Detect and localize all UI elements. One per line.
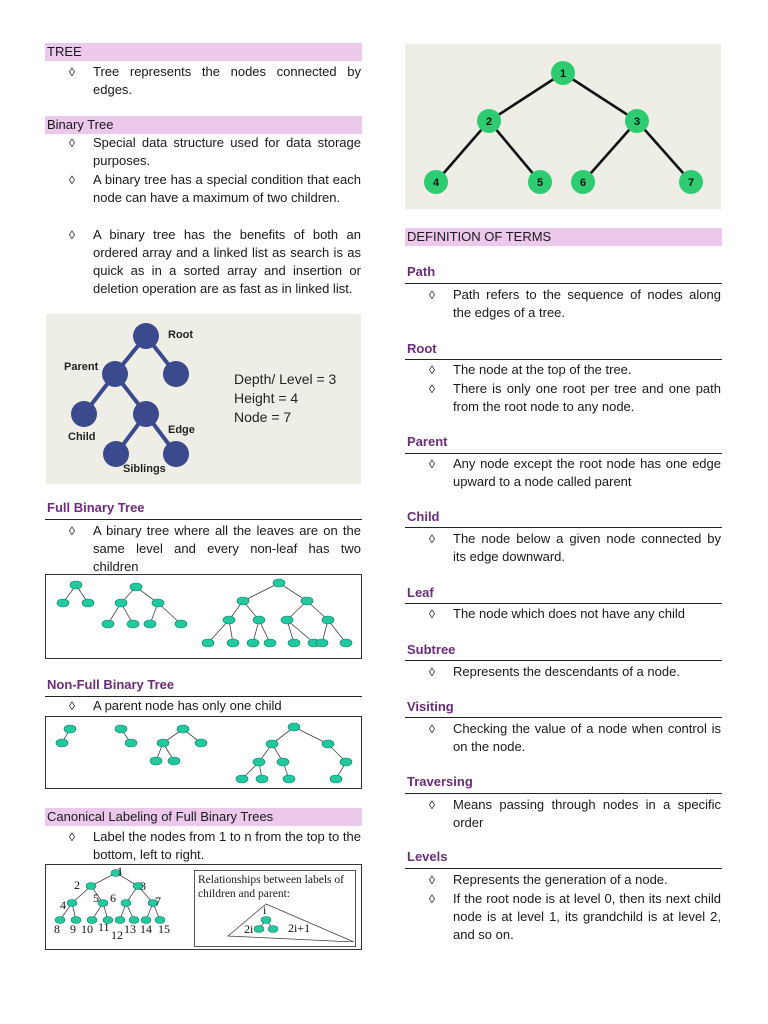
bullet-diamond-icon: ◊: [429, 892, 435, 906]
full-binary-tree-rule: [45, 519, 362, 520]
bullet-diamond-icon: ◊: [429, 457, 435, 471]
term-visiting-rule: [405, 717, 722, 718]
node-label: 5: [93, 891, 99, 905]
tree-node: [253, 758, 265, 766]
rel-label-2i-plus-1: 2i+1: [288, 921, 311, 935]
relationship-diagram: [226, 902, 356, 942]
tree-node: [64, 725, 76, 733]
node-label: 6: [579, 177, 587, 189]
term-levels-bullet-1: ◊ Represents the generation of a node.: [429, 872, 668, 887]
canonical-labeling-heading: Canonical Labeling of Full Binary Trees: [45, 808, 362, 826]
definitions-heading: DEFINITION OF TERMS: [405, 228, 722, 246]
bullet-diamond-icon: ◊: [69, 830, 75, 844]
bullet-diamond-icon: ◊: [429, 288, 435, 302]
term-traversing: Traversing: [407, 774, 473, 789]
term-leaf-rule: [405, 603, 722, 604]
node-label: 14: [140, 922, 152, 936]
rel-label-i: i: [263, 903, 267, 917]
bullet-diamond-icon: ◊: [69, 136, 75, 150]
term-root: Root: [407, 341, 437, 356]
bullet-diamond-icon: ◊: [429, 363, 435, 377]
numbered-tree-figure: [405, 44, 721, 209]
node-label: 6: [110, 891, 116, 905]
bullet-diamond-icon: ◊: [429, 532, 435, 546]
node-label: 8: [54, 922, 60, 936]
bullet-diamond-icon: ◊: [69, 65, 75, 79]
bullet-diamond-icon: ◊: [69, 228, 75, 242]
tree-node: [133, 323, 159, 349]
tree-node: [330, 775, 342, 783]
bullet-diamond-icon: ◊: [429, 382, 435, 396]
term-parent-bullet-1: ◊ Any node except the root node has one edge upward to a node called parent: [429, 456, 721, 489]
tree-node: [144, 620, 156, 628]
node-label: 1: [117, 865, 123, 878]
node-label: 4: [432, 177, 440, 189]
tree-node: [281, 616, 293, 624]
tree-node: [130, 583, 142, 591]
tree-node: [247, 639, 259, 647]
bullet-diamond-icon: ◊: [69, 699, 75, 713]
term-traversing-bullet-1: ◊ Means passing through nodes in a specific order: [429, 797, 721, 830]
tree-node: [283, 775, 295, 783]
term-path-rule: [405, 283, 722, 284]
binary-tree-heading: Binary Tree: [45, 116, 362, 134]
tree-node: [115, 599, 127, 607]
tree-node: [71, 401, 97, 427]
tree-node: [202, 639, 214, 647]
term-traversing-rule: [405, 793, 722, 794]
tree-node: [121, 900, 131, 907]
tree-node: [236, 775, 248, 783]
full-binary-tree-heading: Full Binary Tree: [47, 500, 145, 515]
term-visiting-bullet-1: ◊ Checking the value of a node when control is on the node.: [429, 721, 721, 754]
tree-node: [266, 740, 278, 748]
node-label: 7: [155, 894, 161, 908]
tree-node: [102, 361, 128, 387]
tree-node: [277, 758, 289, 766]
term-root-bullet-2: ◊ There is only one root per tree and one path from the root node to any node.: [429, 381, 721, 414]
node-label: 4: [60, 898, 66, 912]
term-path-bullet-1: ◊ Path refers to the sequence of nodes along the edges of a tree.: [429, 287, 721, 320]
siblings-label: Siblings: [123, 463, 166, 475]
tree-node: [273, 579, 285, 587]
tree-node: [301, 597, 313, 605]
term-root-rule: [405, 359, 722, 360]
tree-node: [70, 581, 82, 589]
tree-terms-figure: [46, 314, 361, 484]
tree-node: [288, 723, 300, 731]
node-label: 5: [536, 177, 544, 189]
tree-node: [133, 401, 159, 427]
tree-node: [340, 639, 352, 647]
root-label: Root: [168, 329, 194, 341]
term-subtree-bullet-1: ◊ Represents the descendants of a node.: [429, 664, 680, 679]
full-binary-tree-figure: [45, 574, 362, 659]
tree-node: [163, 361, 189, 387]
non-full-binary-tree-heading: Non-Full Binary Tree: [47, 677, 175, 692]
term-child: Child: [407, 509, 440, 524]
child-label: Child: [68, 431, 96, 443]
non-full-binary-tree-figure: [45, 716, 362, 789]
canonical-bullet-1: ◊ Label the nodes from 1 to n from the top to the bottom, left to right.: [69, 829, 361, 862]
term-child-bullet-1: ◊ The node below a given node connected by its edge downward.: [429, 531, 721, 564]
tree-node: [163, 441, 189, 467]
tree-node: [57, 599, 69, 607]
tree-node: [152, 599, 164, 607]
bullet-diamond-icon: ◊: [429, 873, 435, 887]
node-label: 3: [633, 116, 641, 128]
tree-node: [256, 775, 268, 783]
tree-node: [98, 900, 108, 907]
term-parent: Parent: [407, 434, 448, 449]
tree-node: [86, 883, 96, 890]
node-label: 13: [124, 922, 136, 936]
term-path: Path: [407, 264, 436, 279]
tree-node: [115, 725, 127, 733]
tree-node: [223, 616, 235, 624]
node-label: 12: [111, 928, 123, 942]
tree-node: [127, 620, 139, 628]
binary-tree-bullet-3: ◊ A binary tree has the benefits of both an ordered array and a linked list as search is as quick as in a sorted array and insertion or deletion operation are as fast as in linked list.: [69, 227, 361, 296]
term-levels: Levels: [407, 849, 448, 864]
node-label: 2: [485, 116, 493, 128]
tree-terms-diagram: [46, 314, 361, 484]
term-leaf: Leaf: [407, 585, 434, 600]
tree-node: [56, 739, 68, 747]
bullet-diamond-icon: ◊: [429, 722, 435, 736]
bullet-diamond-icon: ◊: [429, 607, 435, 621]
rel-label-2i: 2i: [244, 922, 254, 936]
term-parent-rule: [405, 453, 722, 454]
tree-node: [322, 616, 334, 624]
tree-node: [150, 757, 162, 765]
node-label: 11: [98, 920, 110, 934]
tree-node: [253, 616, 265, 624]
parent-label: Parent: [64, 361, 99, 373]
bullet-diamond-icon: ◊: [69, 173, 75, 187]
node-label: 1: [559, 68, 567, 80]
binary-tree-bullet-2: ◊ A binary tree has a special condition that each node can have a maximum of two children.: [69, 172, 361, 205]
term-root-bullet-1: ◊ The node at the top of the tree.: [429, 362, 632, 377]
term-levels-rule: [405, 868, 722, 869]
tree-node: [82, 599, 94, 607]
numbered-tree-diagram: [405, 44, 721, 209]
tree-node: [227, 639, 239, 647]
non-full-binary-tree-bullet-1: ◊ A parent node has only one child: [69, 698, 282, 713]
tree-node: [168, 757, 180, 765]
tree-node: [264, 639, 276, 647]
tree-node: [102, 620, 114, 628]
tree-node: [157, 739, 169, 747]
term-visiting: Visiting: [407, 699, 454, 714]
term-child-rule: [405, 527, 722, 528]
bullet-diamond-icon: ◊: [429, 798, 435, 812]
depth-stat: Depth/ Level = 3: [234, 371, 337, 387]
tree-node: [288, 639, 300, 647]
tree-node: [340, 758, 352, 766]
height-stat: Height = 4: [234, 390, 299, 406]
node-label: 3: [140, 879, 146, 893]
term-levels-bullet-2: ◊ If the root node is at level 0, then its next child node is at level 1, its grandchild is at level 2, and so on.: [429, 891, 721, 942]
term-leaf-bullet-1: ◊ The node which does not have any child: [429, 606, 685, 621]
edge-label: Edge: [168, 424, 195, 436]
tree-node: [237, 597, 249, 605]
node-label: 10: [81, 922, 93, 936]
full-binary-tree-bullet-1: ◊ A binary tree where all the leaves are on the same level and every non-leaf has two children: [69, 523, 361, 574]
relationship-title: Relationships between labels of children and parent:: [198, 874, 344, 900]
tree-bullet-1: ◊ Tree represents the nodes connected by edges.: [69, 64, 361, 97]
tree-node: [67, 900, 77, 907]
term-subtree: Subtree: [407, 642, 456, 657]
binary-tree-bullet-1: ◊ Special data structure used for data storage purposes.: [69, 135, 361, 168]
tree-node: [175, 620, 187, 628]
tree-heading: TREE: [45, 43, 362, 61]
tree-node: [316, 639, 328, 647]
node-label: 9: [70, 922, 76, 936]
tree-node: [125, 739, 137, 747]
node-label: 15: [158, 922, 170, 936]
bullet-diamond-icon: ◊: [429, 665, 435, 679]
term-subtree-rule: [405, 660, 722, 661]
tree-node: [195, 739, 207, 747]
bullet-diamond-icon: ◊: [69, 524, 75, 538]
non-full-binary-tree-diagram: [46, 717, 363, 790]
node-stat: Node = 7: [234, 409, 292, 425]
full-binary-tree-diagram: [46, 575, 363, 660]
tree-node: [322, 740, 334, 748]
node-label: 7: [687, 177, 695, 189]
node-label: 2: [74, 878, 80, 892]
tree-node: [177, 725, 189, 733]
